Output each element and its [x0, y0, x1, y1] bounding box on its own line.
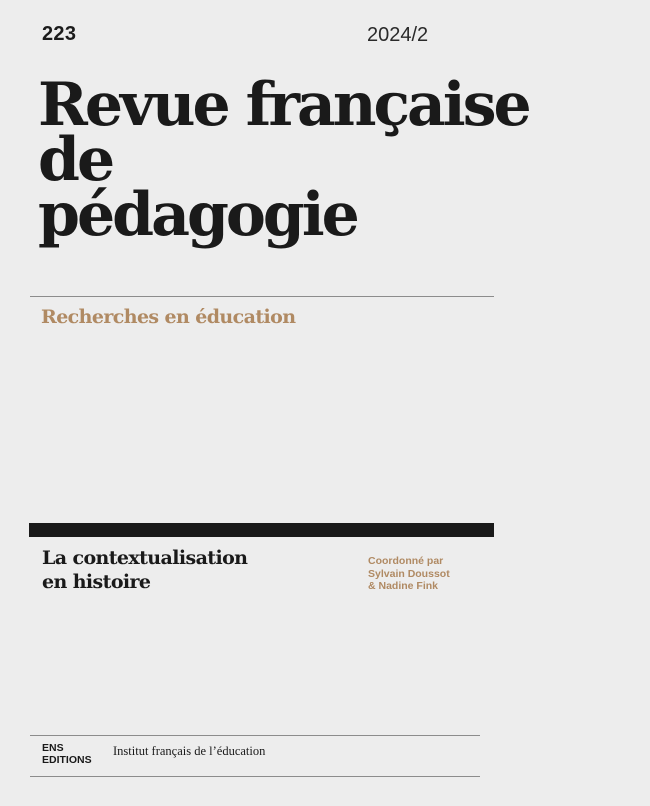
coordinators-line: Coordonné par	[368, 555, 444, 567]
coordinators-line: Sylvain Doussot	[368, 567, 450, 580]
theme-title-line: en histoire	[42, 571, 151, 593]
journal-title-line: pédagogie	[38, 180, 357, 250]
footer-divider-top	[30, 735, 480, 736]
journal-title	[38, 70, 529, 250]
journal-title-line: Revue française	[38, 70, 529, 140]
issue-date: 2024/2	[367, 24, 429, 46]
theme-title	[42, 546, 247, 594]
issue-number: 223	[42, 23, 77, 45]
institute-name: Institut français de l’éducation	[113, 744, 266, 758]
journal-subtitle: Recherches en éducation	[41, 306, 296, 328]
logo-line: EDITIONS	[42, 753, 92, 766]
ens-editions-logo	[42, 743, 92, 766]
journal-title-line: de	[38, 125, 113, 195]
coordinators-line: & Nadine Fink	[368, 580, 439, 592]
coordinators	[368, 555, 450, 593]
footer-divider-bottom	[30, 776, 480, 777]
logo-line: ENS	[42, 742, 64, 754]
theme-title-line: La contextualisation	[42, 547, 248, 569]
title-divider	[30, 296, 494, 297]
theme-divider-bar	[29, 523, 494, 537]
